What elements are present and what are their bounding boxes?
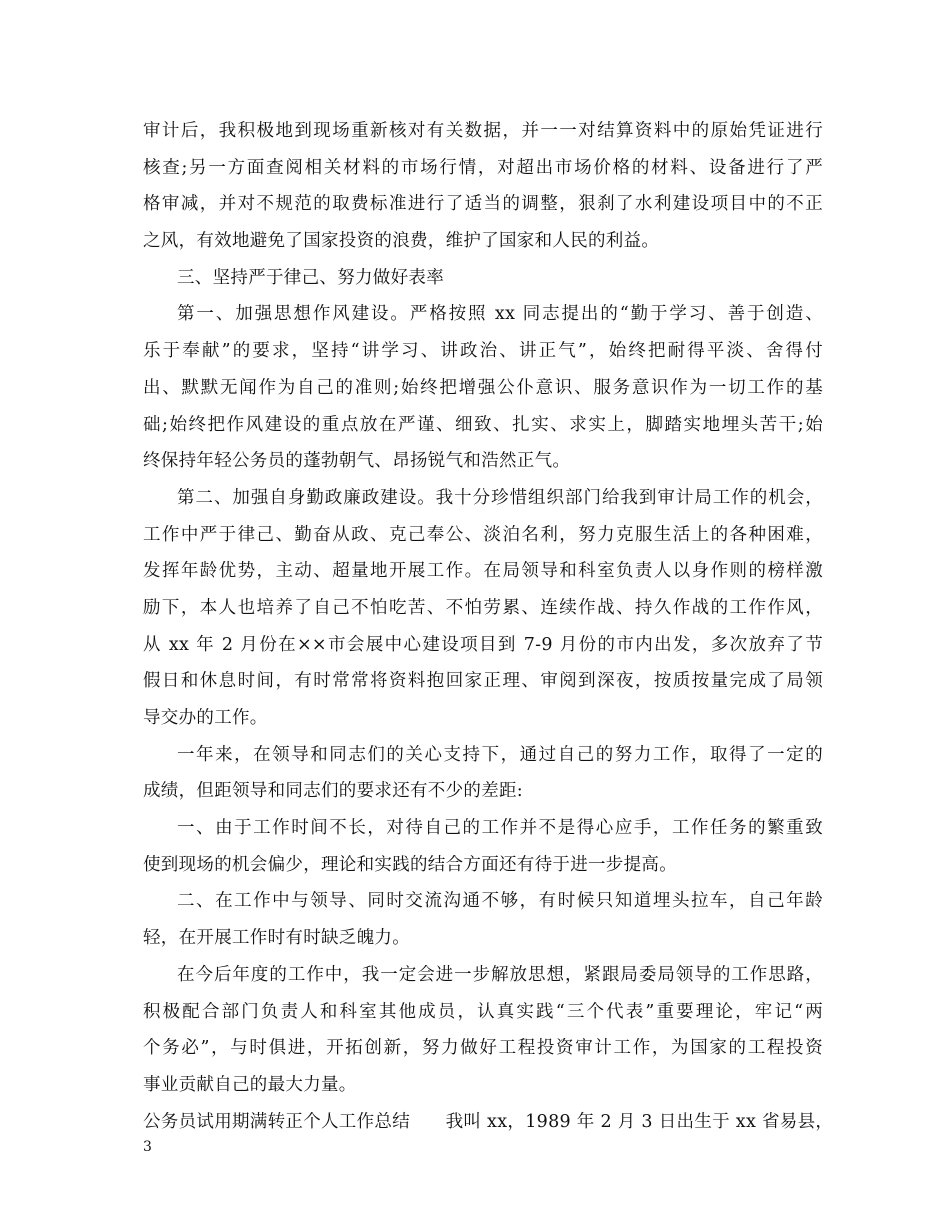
text-line: 一年来，在领导和同志们的关心支持下，通过自己的努力工作，取得了一定的 <box>177 744 823 765</box>
text-line: 使到现场的机会偏少，理论和实践的结合方面还有待于进一步提高。 <box>143 854 677 875</box>
text-line: 个务必”，与时俱进，开拓创新，努力做好工程投资审计工作，为国家的工程投资 <box>143 1038 823 1059</box>
text-line: 发挥年龄优势，主动、超量地开展工作。在局领导和科室负责人以身作则的榜样激 <box>143 561 823 582</box>
text-line: 格审减，并对不规范的取费标准进行了适当的调整，狠刹了水利建设项目中的不正 <box>143 194 823 215</box>
text-line: 从 xx 年 2 月份在××市会展中心建设项目到 7-9 月份的市内出发，多次放弃了节 <box>143 634 823 655</box>
text-line: 础;始终把作风建设的重点放在严谨、细致、扎实、求实上，脚踏实地埋头苦干;始 <box>143 414 823 435</box>
text-line: 在今后年度的工作中，我一定会进一步解放思想，紧跟局委局领导的工作思路， <box>177 964 823 985</box>
text-line: 成绩，但距领导和同志们的要求还有不少的差距: <box>143 781 523 802</box>
section-heading: 三、坚持严于律己、努力做好表率 <box>177 267 444 288</box>
text-line: 审计后，我积极地到现场重新核对有关数据，并一一对结算资料中的原始凭证进行 <box>143 121 823 141</box>
text-line: 轻，在开展工作时有时缺乏魄力。 <box>143 928 410 949</box>
text-line: 核查;另一方面查阅相关材料的市场行情，对超出市场价格的材料、设备进行了严 <box>143 157 823 178</box>
text-line: 终保持年轻公务员的蓬勃朝气、昂扬锐气和浩然正气。 <box>143 451 571 472</box>
text-line: 工作中严于律己、勤奋从政、克己奉公、淡泊名利，努力克服生活上的各种困难， <box>143 524 823 545</box>
text-line: 积极配合部门负责人和科室其他成员，认真实践“三个代表”重要理论，牢记“两 <box>143 1001 823 1022</box>
text-line: 一、由于工作时间不长，对待自己的工作并不是得心应手，工作任务的繁重致 <box>177 818 823 839</box>
text-line: 出、默默无闻作为自己的准则;始终把增强公仆意识、服务意识作为一切工作的基 <box>143 377 823 398</box>
text-line: 公务员试用期满转正个人工作总结 我叫 xx，1989 年 2 月 3 日出生于 xx 省易县， <box>143 1111 834 1132</box>
text-line: 假日和休息时间，有时常常将资料抱回家正理、审阅到深夜，按质按量完成了局领 <box>143 671 823 692</box>
text-line: 励下，本人也培养了自己不怕吃苦、不怕劳累、连续作战、持久作战的工作作风， <box>143 597 823 618</box>
text-line: 导交办的工作。 <box>143 708 268 728</box>
text-line: 事业贡献自己的最大力量。 <box>143 1074 357 1095</box>
text-line: 第二、加强自身勤政廉政建设。我十分珍惜组织部门给我到审计局工作的机会， <box>177 487 823 508</box>
page-number: 3 <box>143 1139 152 1155</box>
text-line: 第一、加强思想作风建设。严格按照 xx 同志提出的“勤于学习、善于创造、 <box>177 304 823 325</box>
text-line: 二、在工作中与领导、同时交流沟通不够，有时候只知道埋头拉车，自己年龄 <box>177 891 823 912</box>
text-line: 之风，有效地避免了国家投资的浪费，维护了国家和人民的利益。 <box>143 231 660 252</box>
text-line: 乐于奉献”的要求，坚持“讲学习、讲政治、讲正气”，始终把耐得平淡、舍得付 <box>143 341 823 362</box>
document-body <box>143 113 834 1140</box>
